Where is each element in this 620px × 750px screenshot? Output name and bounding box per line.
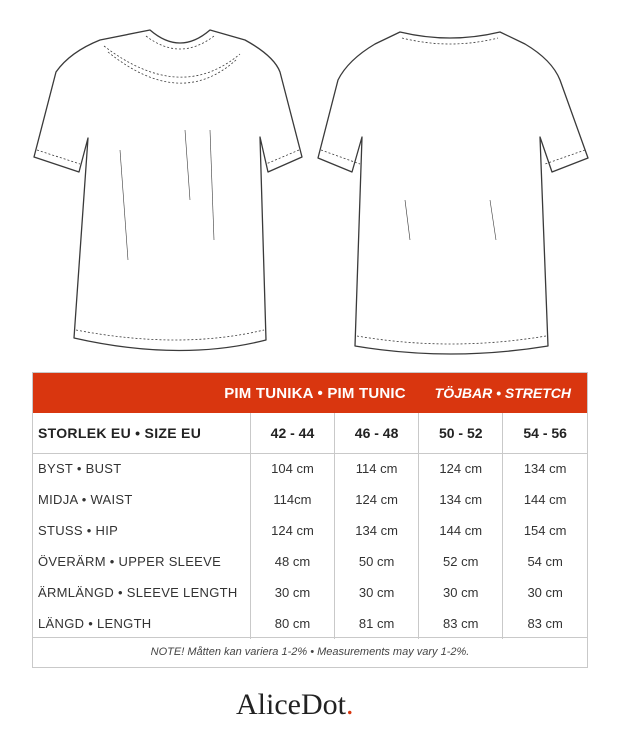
brand-logo <box>236 688 386 724</box>
measurement-value: 154 cm <box>523 523 567 538</box>
measurement-value: 80 cm <box>250 608 334 639</box>
measurement-value: 81 cm <box>335 608 419 639</box>
brand-logo-text: AliceDot <box>236 688 346 721</box>
table-row <box>33 608 587 639</box>
brand-logo-dot: . <box>345 688 354 721</box>
size-column-header: 42 - 44 <box>250 413 334 453</box>
measurement-value: 30 cm <box>250 577 334 608</box>
table-row <box>33 546 587 577</box>
measurement-value: 50 cm <box>335 546 419 577</box>
back-view-sketch <box>318 32 588 354</box>
measurement-note: NOTE! Måtten kan variera 1-2% • Measurements may vary 1-2%. <box>33 637 587 667</box>
measurement-value: 114 cm <box>335 453 419 484</box>
measurement-value: 54 cm <box>527 554 563 569</box>
measurement-label: LÄNGD • LENGTH <box>33 608 250 639</box>
size-chart-banner <box>33 373 587 413</box>
garment-sketches <box>0 0 620 368</box>
measurement-value: 30 cm <box>335 577 419 608</box>
measurement-label: ÄRMLÄNGD • SLEEVE LENGTH <box>33 577 250 608</box>
measurement-value: 124 cm <box>419 453 503 484</box>
measurements-table <box>33 413 587 639</box>
measurement-value: 134 cm <box>335 515 419 546</box>
front-view-sketch <box>34 30 302 351</box>
measurement-value: 114cm <box>250 484 334 515</box>
measurement-value: 30 cm <box>527 585 563 600</box>
table-row <box>33 484 587 515</box>
measurement-value: 144 cm <box>419 515 503 546</box>
measurement-value: 48 cm <box>250 546 334 577</box>
measurement-value: 134 cm <box>523 461 567 477</box>
size-header-row <box>33 413 587 453</box>
measurement-value: 144 cm <box>523 492 567 507</box>
measurement-value: 124 cm <box>335 484 419 515</box>
measurement-label: STUSS • HIP <box>33 515 250 546</box>
table-row <box>33 453 587 484</box>
measurement-value: 104 cm <box>250 453 334 484</box>
table-row <box>33 515 587 546</box>
table-row <box>33 577 587 608</box>
measurement-value: 124 cm <box>250 515 334 546</box>
measurement-label: BYST • BUST <box>33 453 250 484</box>
measurement-value: 83 cm <box>527 616 563 631</box>
measurement-label: ÖVERÄRM • UPPER SLEEVE <box>33 546 250 577</box>
size-column-header: 50 - 52 <box>419 413 503 453</box>
size-header-label: STORLEK EU • SIZE EU <box>33 413 250 453</box>
measurement-value: 83 cm <box>419 608 503 639</box>
stretch-label: TÖJBAR • STRETCH <box>434 385 571 401</box>
size-column-header: 54 - 56 <box>503 413 587 453</box>
size-column-header: 46 - 48 <box>335 413 419 453</box>
measurement-label: MIDJA • WAIST <box>33 484 250 515</box>
size-chart <box>32 372 588 668</box>
product-title: PIM TUNIKA • PIM TUNIC <box>224 385 406 402</box>
measurement-value: 134 cm <box>419 484 503 515</box>
measurement-value: 30 cm <box>419 577 503 608</box>
measurement-value: 52 cm <box>419 546 503 577</box>
